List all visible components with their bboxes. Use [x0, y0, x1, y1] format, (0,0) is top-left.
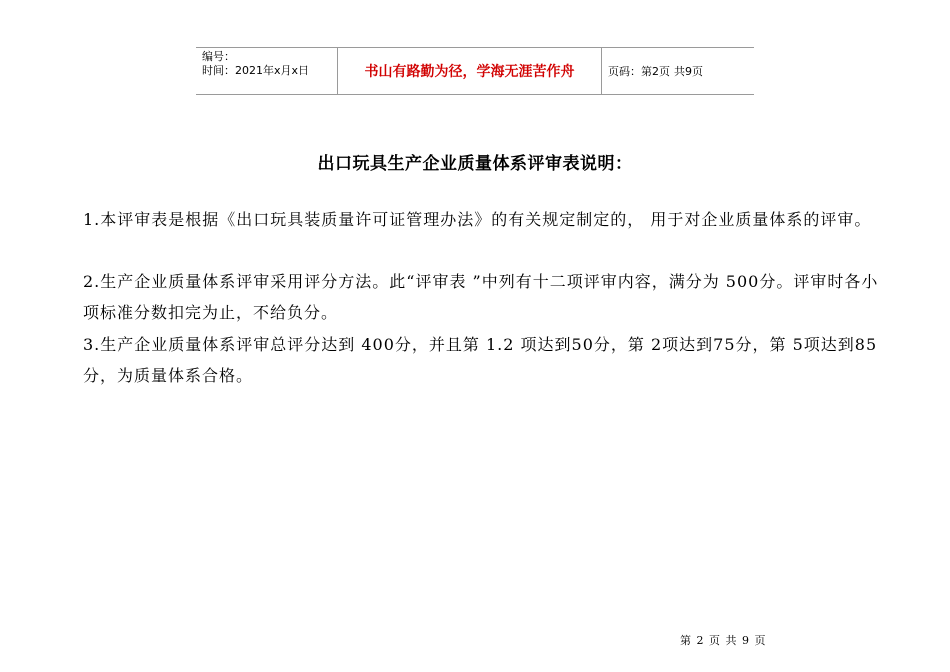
page-header — [196, 47, 754, 95]
paragraph-3: 3.生产企业质量体系评审总评分达到 400分，并且第 1.2 项达到50分，第 2项达到75分，第 5项达到85分，为质量体系合格。 — [83, 335, 878, 385]
page-footer: 第 2 页 共 9 页 — [680, 634, 767, 647]
header-meta-cell — [196, 48, 338, 94]
paragraph-1: 1.本评审表是根据《出口玩具装质量许可证管理办法》的有关规定制定的， 用于对企业质量体系的评审。 — [83, 210, 872, 229]
page-label: 页码：第2页 — [608, 65, 670, 78]
motto-text: 书山有路勤为径，学海无涯苦作舟 — [364, 64, 575, 80]
time-label: 时间：2021年x月x日 — [202, 64, 310, 77]
number-label: 编号： — [202, 50, 235, 63]
document-title-row — [0, 149, 950, 174]
document-title: 出口玩具生产企业质量体系评审表说明： — [317, 154, 633, 174]
paragraph-2: 2.生产企业质量体系评审采用评分方法。此“评审表 ”中列有十二项评审内容，满分为 500分。评审时各小项标准分数扣完为止，不给负分。 — [83, 272, 879, 322]
header-page-cell — [602, 48, 754, 94]
total-pages-label: 共9页 — [674, 65, 703, 78]
header-motto-cell — [338, 48, 602, 94]
